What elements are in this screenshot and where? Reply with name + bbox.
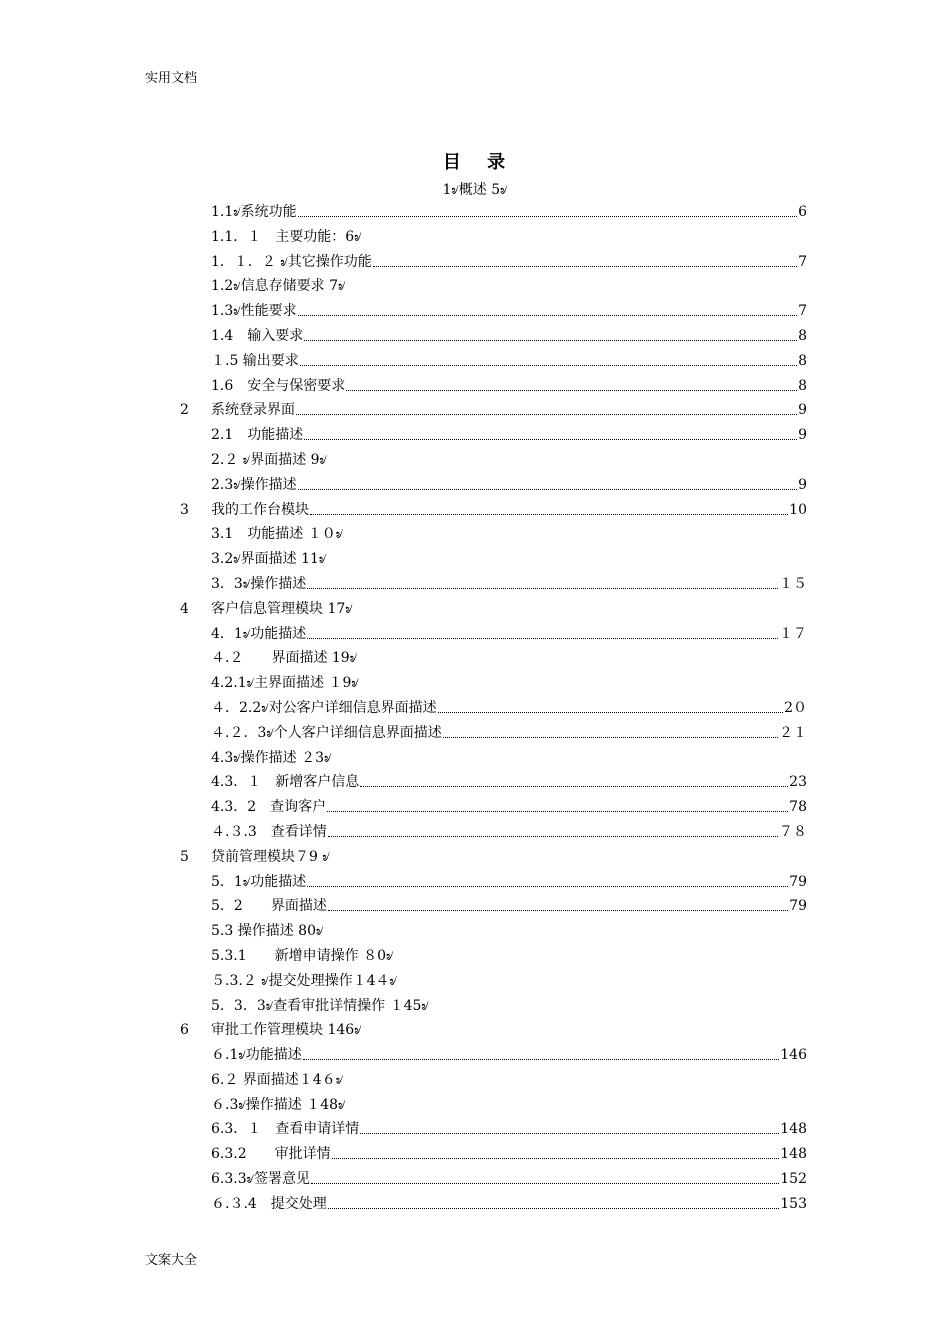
toc-entry-body xyxy=(211,1167,807,1192)
toc-entry-text: 2.２ ৶界面描述 9৶ xyxy=(211,451,327,468)
toc-entry[interactable] xyxy=(0,250,950,275)
toc-entry-text: 4.2.1৶主界面描述 １9৶ xyxy=(211,675,359,692)
toc-dot-leader xyxy=(332,1142,780,1159)
toc-entry[interactable] xyxy=(0,870,950,895)
toc-entry-text: 5.3 操作描述 80৶ xyxy=(211,923,324,940)
toc-entry[interactable] xyxy=(0,969,950,994)
toc-entry-page-number: 79 xyxy=(789,898,807,915)
toc-entry-body xyxy=(211,622,807,647)
toc-entry[interactable] xyxy=(0,1142,950,1167)
toc-entry-chapter-number: 4 xyxy=(180,600,189,617)
toc-dot-leader xyxy=(304,324,797,341)
toc-entry[interactable] xyxy=(0,795,950,820)
toc-entry[interactable] xyxy=(0,225,950,250)
toc-entry[interactable] xyxy=(0,274,950,299)
toc-entry-text: ４.３.3 查看详情 xyxy=(211,823,327,840)
toc-entry[interactable] xyxy=(0,994,950,1019)
toc-entry-body xyxy=(211,200,807,225)
toc-entry-text: 我的工作台模块 xyxy=(211,501,309,518)
toc-entry-text: 4．1৶功能描述 xyxy=(211,625,307,642)
toc-entry-page-number: 23 xyxy=(789,774,807,791)
toc-entry-text: 4.3．2 查询客户 xyxy=(211,799,327,816)
toc-entry[interactable] xyxy=(0,498,950,523)
toc-entry-body xyxy=(211,721,807,746)
toc-entry[interactable] xyxy=(0,671,950,696)
toc-entry-text: 系统登录界面 xyxy=(211,402,295,419)
toc-entry-text: １.5 输出要求 xyxy=(211,352,299,369)
toc-entry-text: 1.4 输入要求 xyxy=(211,327,304,344)
toc-entry[interactable] xyxy=(0,1068,950,1093)
toc-entry-body xyxy=(211,994,807,1019)
toc-entry-body xyxy=(211,919,807,944)
toc-entry-body xyxy=(211,398,807,423)
toc-entry[interactable] xyxy=(0,845,950,870)
toc-dot-leader xyxy=(298,200,797,217)
toc-entry-page-number: 146 xyxy=(780,1047,807,1064)
toc-entry-text: 1．１．２ ৶其它操作功能 xyxy=(211,253,372,270)
toc-dot-leader xyxy=(346,374,797,391)
toc-entry-page-number: 2０ xyxy=(784,699,807,716)
toc-entry[interactable] xyxy=(0,1043,950,1068)
toc-dot-leader xyxy=(303,1043,780,1060)
toc-entry-text: 1.1৶系统功能 xyxy=(211,204,297,220)
toc-entry[interactable] xyxy=(0,646,950,671)
toc-entry-body xyxy=(211,845,807,870)
toc-entry-text: 4.3৶操作描述 ２3৶ xyxy=(211,749,332,766)
toc-entry-page-number: 7 xyxy=(798,253,807,270)
toc-title xyxy=(0,148,950,174)
toc-entry-text: 6.２ 界面描述１4６৶ xyxy=(211,1071,344,1088)
toc-dot-leader xyxy=(307,572,778,589)
toc-dot-leader xyxy=(307,622,778,639)
toc-entry-body xyxy=(211,522,807,547)
toc-entry-body xyxy=(211,274,807,299)
toc-entry-body xyxy=(211,671,807,696)
toc-entry-body xyxy=(211,1018,807,1043)
toc-entry-text: 贷前管理模块７9 ৶ xyxy=(211,848,330,865)
toc-entry-text: 1.6 安全与保密要求 xyxy=(211,377,346,394)
toc-dot-leader xyxy=(360,770,788,787)
toc-entry[interactable] xyxy=(0,473,950,498)
toc-entry-text: 6.3．１ 查看申请详情 xyxy=(211,1121,360,1138)
toc-entry-page-number: 10 xyxy=(789,501,807,518)
toc-entry-page-number: 8 xyxy=(798,377,807,394)
toc-entry[interactable] xyxy=(0,423,950,448)
toc-entry-page-number: 79 xyxy=(789,873,807,890)
toc-entry-body xyxy=(211,225,807,250)
toc-entry-text: ４．2.2৶对公客户详细信息界面描述 xyxy=(211,699,437,716)
toc-entry-chapter-number: 2 xyxy=(180,402,189,419)
toc-entry-page-number: 152 xyxy=(780,1171,807,1188)
toc-entry-body xyxy=(211,894,807,919)
page-header: 实用文档 xyxy=(145,71,198,86)
toc-dot-leader xyxy=(311,1167,779,1184)
toc-dot-leader xyxy=(373,250,797,267)
toc-entry-page-number: 148 xyxy=(780,1121,807,1138)
toc-dot-leader xyxy=(304,423,797,440)
toc-entry-text: 1.2৶信息存储要求 7৶ xyxy=(211,278,346,295)
toc-entry-text: 4.3．１ 新增客户信息 xyxy=(211,774,360,791)
toc-dot-leader xyxy=(438,696,783,713)
toc-entry-page-number: 9 xyxy=(798,476,807,493)
toc-entry-body xyxy=(211,696,807,721)
toc-entry-page-number: 7 xyxy=(798,303,807,320)
toc-entry-text: 客户信息管理模块 17৶ xyxy=(211,600,353,617)
toc-entry-text: 3.2৶界面描述 11৶ xyxy=(211,551,327,568)
toc-entry-text: ６.３.4 提交处理 xyxy=(211,1195,327,1212)
toc-entry-text: 1.3৶性能要求 xyxy=(211,303,297,320)
toc-first-entry: 1৶概述 5৶ xyxy=(442,182,508,198)
toc-entry-page-number: 8 xyxy=(798,352,807,369)
toc-entry[interactable] xyxy=(0,721,950,746)
toc-entry-page-number: ７８ xyxy=(779,823,807,840)
toc-dot-leader xyxy=(296,398,797,415)
toc-entry-text: ５.3.２ ৶提交处理操作１4４৶ xyxy=(211,972,397,989)
toc-entry-page-number: 153 xyxy=(780,1195,807,1212)
toc-entry[interactable] xyxy=(0,820,950,845)
table-of-contents xyxy=(0,200,950,1217)
toc-entry[interactable] xyxy=(0,919,950,944)
toc-entry[interactable] xyxy=(0,200,950,225)
toc-entry[interactable] xyxy=(0,1167,950,1192)
toc-entry-body xyxy=(211,572,807,597)
toc-dot-leader xyxy=(327,795,788,812)
toc-entry-text: 6.3.2 审批详情 xyxy=(211,1146,331,1163)
toc-entry-body xyxy=(211,646,807,671)
toc-dot-leader xyxy=(328,820,778,837)
toc-dot-leader xyxy=(443,721,778,738)
toc-entry-body xyxy=(211,770,807,795)
toc-entry-body xyxy=(211,1043,807,1068)
toc-entry-page-number: 78 xyxy=(789,799,807,816)
toc-entry[interactable] xyxy=(0,324,950,349)
toc-entry[interactable] xyxy=(0,299,950,324)
toc-entry-text: ４.２．3৶个人客户详细信息界面描述 xyxy=(211,724,442,741)
toc-entry-text: 5.3.1 新增申请操作 ８0৶ xyxy=(211,947,394,964)
toc-entry-body xyxy=(211,944,807,969)
toc-entry-text: 2.1 功能描述 xyxy=(211,427,304,444)
toc-dot-leader xyxy=(298,299,797,316)
toc-dot-leader xyxy=(328,894,788,911)
toc-entry-chapter-number: 3 xyxy=(180,501,189,518)
toc-entry-body xyxy=(211,1142,807,1167)
toc-title-text: 目 录 xyxy=(442,152,508,173)
toc-entry-text: 1.1．１ 主要功能：6৶ xyxy=(211,228,362,245)
toc-entry[interactable] xyxy=(0,1093,950,1118)
toc-entry-body xyxy=(211,1068,807,1093)
toc-entry-body xyxy=(211,1192,807,1217)
toc-entry-body xyxy=(211,746,807,771)
toc-entry-body xyxy=(211,423,807,448)
toc-entry-page-number: １７ xyxy=(779,625,807,642)
toc-entry[interactable] xyxy=(0,1117,950,1142)
toc-entry[interactable] xyxy=(0,944,950,969)
toc-dot-leader xyxy=(298,473,797,490)
toc-entry-text: 3．3৶操作描述 xyxy=(211,575,307,592)
toc-entry-text: 5．1৶功能描述 xyxy=(211,873,307,890)
toc-entry-body xyxy=(211,547,807,572)
toc-entry-body xyxy=(211,1117,807,1142)
toc-entry[interactable] xyxy=(0,746,950,771)
toc-entry-body xyxy=(211,969,807,994)
toc-entry[interactable] xyxy=(0,1192,950,1217)
toc-entry-body xyxy=(211,299,807,324)
toc-entry-body xyxy=(211,820,807,845)
toc-entry[interactable] xyxy=(0,448,950,473)
toc-entry[interactable] xyxy=(0,374,950,399)
toc-entry-text: ６.1৶功能描述 xyxy=(211,1047,302,1064)
toc-entry-page-number: 9 xyxy=(798,402,807,419)
toc-entry[interactable] xyxy=(0,1018,950,1043)
toc-entry-text: ６.3৶操作描述 １48৶ xyxy=(211,1096,346,1113)
toc-dot-leader xyxy=(328,1192,779,1209)
toc-entry-text: 3.1 功能描述 １０৶ xyxy=(211,526,344,543)
toc-entry[interactable] xyxy=(0,349,950,374)
toc-entry-text: 5．2 界面描述 xyxy=(211,898,327,915)
toc-entry[interactable] xyxy=(0,622,950,647)
toc-entry-chapter-number: 5 xyxy=(180,848,189,865)
toc-entry-text: 6.3.3৶签署意见 xyxy=(211,1171,311,1188)
toc-entry-page-number: ２１ xyxy=(779,724,807,741)
toc-entry-page-number: 6 xyxy=(798,204,807,220)
toc-entry-body xyxy=(211,597,807,622)
toc-entry-page-number: 8 xyxy=(798,327,807,344)
toc-entry-body xyxy=(211,870,807,895)
toc-dot-leader xyxy=(360,1117,779,1134)
toc-entry-text: 5．3．3৶查看审批详情操作 １45৶ xyxy=(211,997,429,1014)
toc-entry-body xyxy=(211,448,807,473)
toc-entry-body xyxy=(211,324,807,349)
page-footer: 文案大全 xyxy=(145,1253,198,1268)
toc-entry-body xyxy=(211,498,807,523)
toc-entry-body xyxy=(211,250,807,275)
toc-entry[interactable] xyxy=(0,547,950,572)
toc-entry-text: ４.２ 界面描述 19৶ xyxy=(211,650,358,667)
toc-entry-page-number: 148 xyxy=(780,1146,807,1163)
toc-entry-body xyxy=(211,1093,807,1118)
toc-entry-body xyxy=(211,374,807,399)
toc-entry[interactable] xyxy=(0,894,950,919)
toc-entry[interactable] xyxy=(0,572,950,597)
toc-dot-leader xyxy=(307,870,788,887)
toc-dot-leader xyxy=(300,349,797,366)
toc-entry-chapter-number: 6 xyxy=(180,1022,189,1039)
toc-entry-page-number: １５ xyxy=(779,575,807,592)
toc-entry[interactable] xyxy=(0,770,950,795)
toc-entry-page-number: 9 xyxy=(798,427,807,444)
toc-entry-body xyxy=(211,349,807,374)
toc-entry[interactable] xyxy=(0,522,950,547)
toc-entry[interactable] xyxy=(0,597,950,622)
toc-entry-body xyxy=(211,473,807,498)
toc-dot-leader xyxy=(310,498,788,515)
toc-entry[interactable] xyxy=(0,398,950,423)
toc-entry[interactable] xyxy=(0,696,950,721)
toc-entry-body xyxy=(211,795,807,820)
toc-entry-text: 审批工作管理模块 146৶ xyxy=(211,1022,362,1039)
toc-entry-text: 2.3৶操作描述 xyxy=(211,476,297,493)
